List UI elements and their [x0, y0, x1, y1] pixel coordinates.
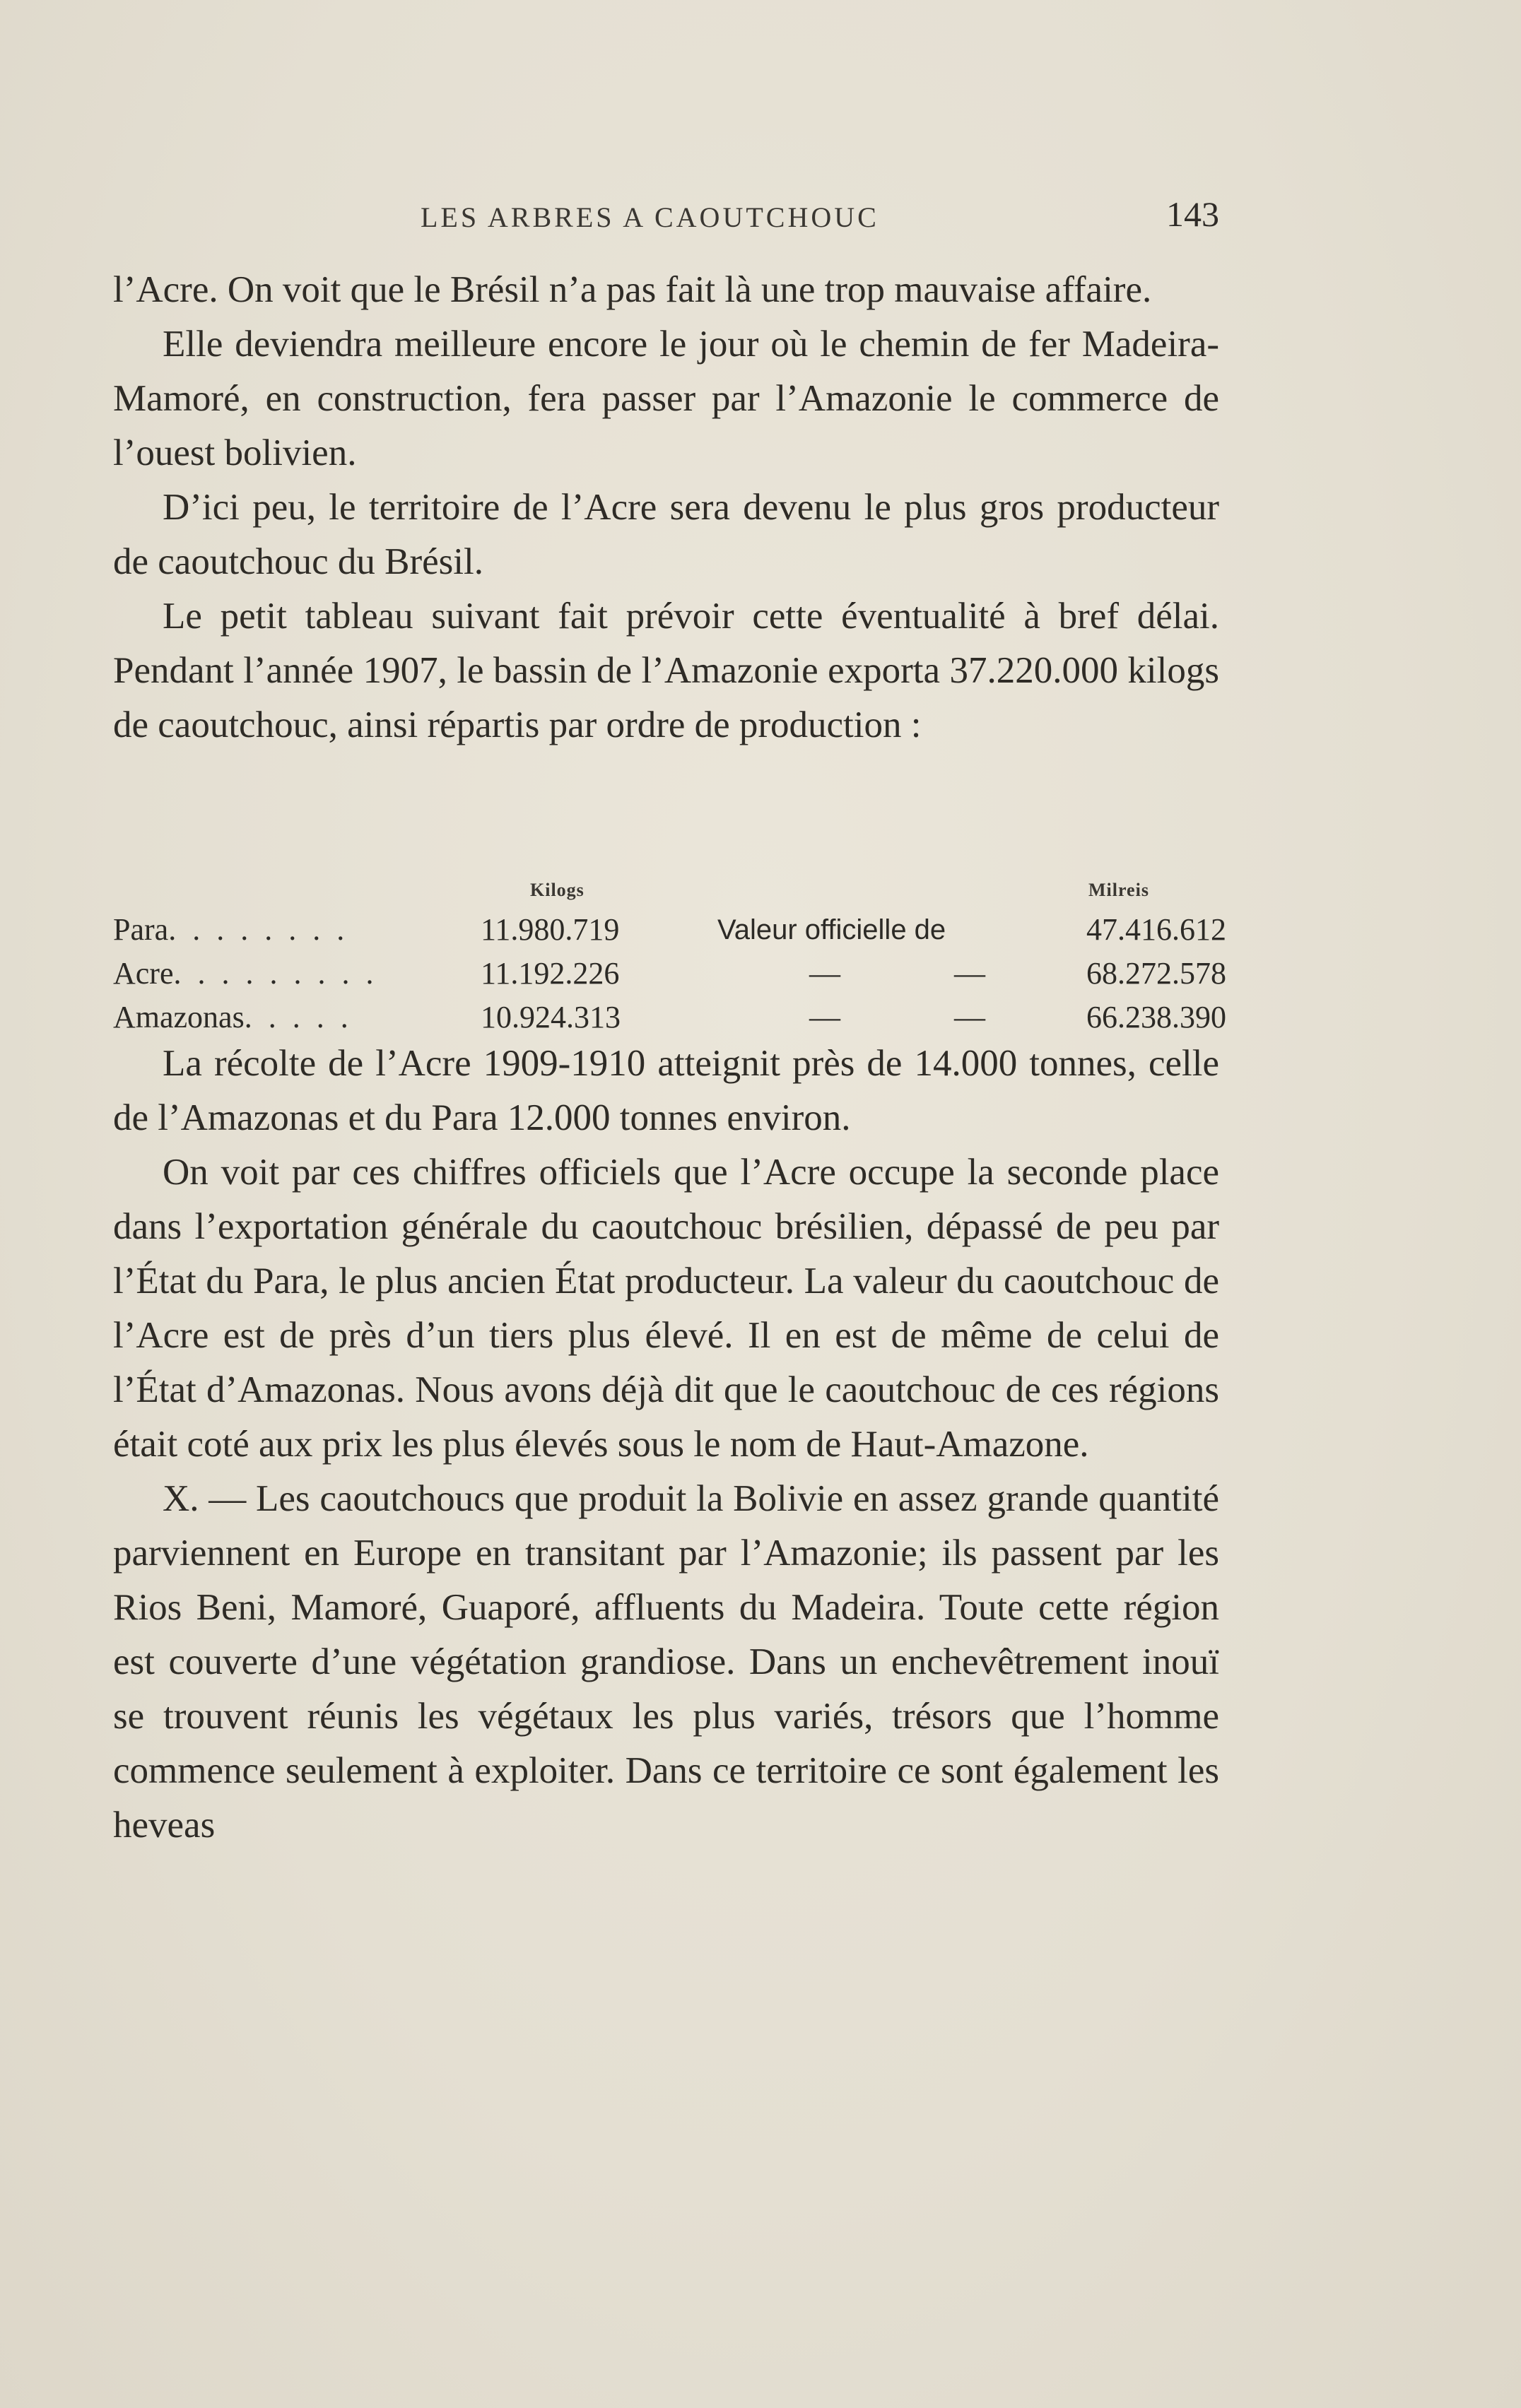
region-cell	[113, 911, 452, 948]
milreis-cell: 47.416.612	[1086, 912, 1226, 947]
leader-dots: . . . . . . . .	[168, 912, 349, 947]
paragraph: l’Acre. On voit que le Brésil n’a pas fait là une trop mauvaise affaire.	[113, 269, 1152, 310]
ditto-dash: —	[954, 1000, 985, 1034]
kilos-cell: 10.924.313	[481, 1000, 621, 1034]
table-row	[113, 911, 1226, 955]
paragraph: D’ici peu, le territoire de l’Acre sera devenu le plus gros producteur de caoutchouc du Brésil.	[113, 487, 1219, 582]
kilos-cell: 11.980.719	[481, 912, 620, 947]
kilos-cell: 11.192.226	[481, 956, 620, 991]
table-row	[113, 955, 1226, 999]
region-cell	[113, 955, 452, 991]
column-header-kilogs: Kilogs	[530, 880, 585, 900]
region-name: Acre	[113, 956, 174, 991]
page-number: 143	[1166, 194, 1219, 234]
milreis-cell: 68.272.578	[1086, 956, 1226, 991]
paragraph: Elle deviendra meilleure encore le jour où le chemin de fer Madeira-Mamoré, en construction, fera passer par l’Amazonie le commerce de l’ouest bolivien.	[113, 324, 1219, 473]
ditto-dash: —	[809, 1000, 840, 1034]
running-title: LES ARBRES A CAOUTCHOUC	[421, 201, 879, 233]
milreis-cell: 66.238.390	[1086, 1000, 1226, 1034]
region-cell	[113, 999, 452, 1035]
ditto-dash: —	[954, 956, 985, 991]
paragraph: Le petit tableau suivant fait prévoir cette éventualité à bref délai. Pendant l’année 1907, le bassin de l’Amazonie exporta 37.220.000 kilogs de caoutchouc, ainsi répartis par ordre de production :	[113, 596, 1219, 745]
column-header-milreis: Milreis	[1088, 880, 1149, 900]
text-block-top	[113, 263, 1219, 752]
leader-dots: . . . . . . . . .	[173, 956, 378, 991]
text-block-bottom	[113, 1037, 1219, 1853]
paragraph: La récolte de l’Acre 1909-1910 atteignit près de 14.000 tonnes, celle de l’Amazonas et du Para 12.000 tonnes environ.	[113, 1043, 1219, 1138]
ditto-dash: —	[809, 956, 840, 991]
value-label: Valeur officielle de	[717, 914, 946, 945]
leader-dots: . . . . .	[244, 1000, 353, 1034]
region-name: Amazonas	[113, 1000, 245, 1034]
export-table	[113, 880, 1226, 1042]
region-name: Para	[113, 912, 169, 947]
page-header	[113, 191, 1219, 240]
paragraph: X. — Les caoutchoucs que produit la Bolivie en assez grande quantité parviennent en Europe en transitant par l’Amazonie; ils passent par les Rios Beni, Mamoré, Guaporé, affluents du Madeira. Toute cette région est couverte d’une végétation grandiose. Dans un enchevêtrement inouï se trouvent réunis les végétaux les plus variés, trésors que l’homme commence seulement à exploiter. Dans ce territoire ce sont également les heveas	[113, 1478, 1219, 1846]
paragraph: On voit par ces chiffres officiels que l’Acre occupe la seconde place dans l’exportation générale du caoutchouc brésilien, dépassé de peu par l’État du Para, le plus ancien État producteur. La valeur du caoutchouc de l’Acre est de près d’un tiers plus élevé. Il en est de même de celui de l’État d’Amazonas. Nous avons déjà dit que le caoutchouc de ces régions était coté aux prix les plus élevés sous le nom de Haut-Amazone.	[113, 1152, 1219, 1465]
